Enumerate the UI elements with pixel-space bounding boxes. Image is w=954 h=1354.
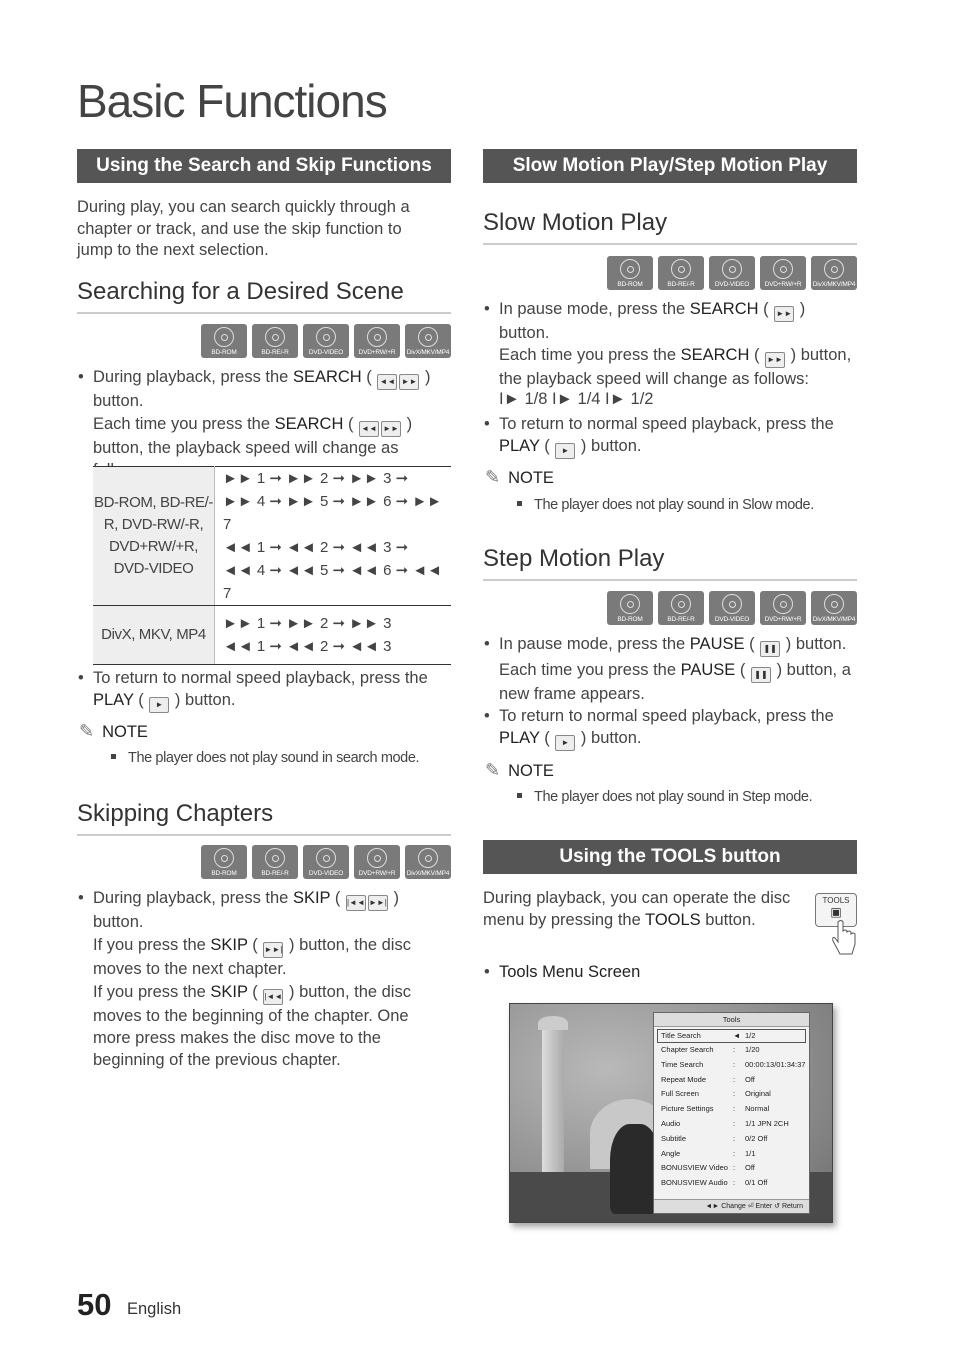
bullet-skip-1: • During playback, press the SKIP ( |◄◄ ►►| ) button. <box>78 889 400 931</box>
tools-menu-row[interactable]: Subtitle : 0/2 Off <box>661 1133 768 1143</box>
play-icon: ► <box>149 697 169 713</box>
skip-back-icon: |◄◄ <box>263 989 283 1005</box>
pencil-icon: ✎ <box>485 467 501 487</box>
bullet-slow-1: • In pause mode, press the SEARCH ( ►► ) button. <box>484 300 806 342</box>
skip-forward-icon: ►►| <box>368 895 388 911</box>
fast-forward-icon: ►► <box>765 352 785 368</box>
fast-forward-icon: ►► <box>381 421 401 437</box>
heading-step-motion: Step Motion Play <box>483 545 857 581</box>
slow-speeds: I► 1/8 I► 1/4 I► 1/2 <box>499 390 654 408</box>
tools-menu-row[interactable]: Title Search ◄ 1/2 <box>657 1029 806 1043</box>
skip-back-icon: |◄◄ <box>346 895 366 911</box>
disc-icons-slow <box>607 256 857 290</box>
note-step-text: The player does not play sound in Step mode. <box>517 789 812 805</box>
tools-menu-row[interactable]: Time Search : 00:00:13/01:34:37 <box>661 1059 806 1069</box>
divx-icon: DivX/MKV/MP4 <box>405 845 451 879</box>
play-icon: ► <box>555 443 575 459</box>
tools-menu-row[interactable]: Repeat Mode : Off <box>661 1074 755 1084</box>
tools-menu-title: Tools <box>654 1013 809 1027</box>
disc-icons-skip <box>201 845 451 879</box>
page-language: English <box>127 1300 182 1318</box>
note-step: ✎ NOTE <box>485 760 554 780</box>
bd-re-icon: BD-RE/-R <box>658 256 704 290</box>
intro-text: During play, you can search quickly through a chapter or track, and use the skip function to jump to the next selection. <box>77 198 410 259</box>
tools-menu-footer: ◄► Change ⏎ Enter ↺ Return <box>654 1199 809 1213</box>
divx-icon: DivX/MKV/MP4 <box>811 591 857 625</box>
tools-menu <box>653 1012 810 1214</box>
note-search-text: The player does not play sound in search mode. <box>111 750 419 766</box>
bd-rom-icon: BD-ROM <box>201 845 247 879</box>
pencil-icon: ✎ <box>485 760 501 780</box>
search-speed-text: Each time you press the SEARCH ( ◄◄ ►► ) button, the playback speed will change as <box>93 415 413 457</box>
rewind-icon: ◄◄ <box>359 421 379 437</box>
speed-table <box>93 466 451 665</box>
bullet-step-2: • To return to normal speed playback, press the PLAY ( ► ) button. <box>499 705 854 751</box>
tools-menu-row[interactable]: Audio : 1/1 JPN 2CH <box>661 1118 789 1128</box>
heading-slow-motion: Slow Motion Play <box>483 209 857 245</box>
fast-forward-icon: ►► <box>399 374 419 390</box>
page-number: 50 <box>77 1287 112 1322</box>
tools-menu-row[interactable]: Angle : 1/1 <box>661 1148 756 1158</box>
divx-icon: DivX/MKV/MP4 <box>405 324 451 358</box>
tools-menu-row[interactable]: BONUSVIEW Video : Off <box>661 1163 755 1173</box>
section-band-search-skip: Using the Search and Skip Functions <box>77 149 451 183</box>
bullet-tools-menu: • Tools Menu Screen <box>484 963 641 981</box>
tools-button-icon: TOOLS ▣ <box>815 893 857 927</box>
bullet-step-1: • In pause mode, press the PAUSE ( ❚❚ ) button. <box>499 633 859 657</box>
dvd-rw-icon: DVD+RW/+R <box>354 845 400 879</box>
table-seq-discs: ►► 1 ➞ ►► 2 ➞ ►► 3 ➞ ►► 4 ➞ ►► 5 ➞ ►► 6 ➞ ►► 7 ◄◄ 1 ➞ ◄◄ 2 ➞ ◄◄ 3 ➞ ◄◄ 4 ➞ ◄◄ 5 ➞ ◄◄ 6 ➞ ◄◄ 7 <box>215 467 452 606</box>
pencil-icon: ✎ <box>79 721 95 741</box>
note-slow-text: The player does not play sound in Slow mode. <box>517 497 814 513</box>
tools-menu-row[interactable]: Chapter Search : 1/20 <box>661 1045 760 1054</box>
heading-skip-chapters: Skipping Chapters <box>77 800 451 836</box>
dvd-rw-icon: DVD+RW/+R <box>354 324 400 358</box>
dvd-rw-icon: DVD+RW/+R <box>760 591 806 625</box>
bd-rom-icon: BD-ROM <box>607 256 653 290</box>
dvd-rw-icon: DVD+RW/+R <box>760 256 806 290</box>
note-slow: ✎ NOTE <box>485 467 554 487</box>
dvd-video-icon: DVD-VIDEO <box>303 324 349 358</box>
dvd-video-icon: DVD-VIDEO <box>709 591 755 625</box>
disc-icons-search <box>201 324 451 358</box>
note-search: ✎ NOTE <box>79 721 148 741</box>
rewind-icon: ◄◄ <box>377 374 397 390</box>
table-label-divx: DivX, MKV, MP4 <box>93 606 215 665</box>
section-band-slow-step: Slow Motion Play/Step Motion Play <box>483 149 857 183</box>
slow-speed-text: Each time you press the SEARCH ( ►► ) button, the playback speed will change as follows: <box>499 346 852 388</box>
fast-forward-icon: ►► <box>774 306 794 322</box>
hand-pointer-icon <box>830 918 858 958</box>
bullet-slow-2: • To return to normal speed playback, press the PLAY ( ► ) button. <box>499 413 854 459</box>
skip-prev-text: If you press the SKIP ( |◄◄ ) button, the disc moves to the beginning of the chapter. One more press makes the disc move to the beginning of the previous chapter. <box>93 983 411 1069</box>
bd-rom-icon: BD-ROM <box>607 591 653 625</box>
dvd-video-icon: DVD-VIDEO <box>303 845 349 879</box>
skip-next-text: If you press the SKIP ( ►►| ) button, the disc moves to the next chapter. <box>93 936 411 978</box>
bd-re-icon: BD-RE/-R <box>252 845 298 879</box>
disc-icons-step <box>607 591 857 625</box>
divx-icon: DivX/MKV/MP4 <box>811 256 857 290</box>
bullet-search-2: • To return to normal speed playback, press the PLAY ( ► ) button. <box>93 667 448 713</box>
heading-search-scene: Searching for a Desired Scene <box>77 278 451 314</box>
tools-intro: During playback, you can operate the disc menu by pressing the TOOLS button. <box>483 889 791 929</box>
page-title: Basic Functions <box>77 75 387 127</box>
pause-icon: ❚❚ <box>760 641 780 657</box>
bd-re-icon: BD-RE/-R <box>658 591 704 625</box>
bd-re-icon: BD-RE/-R <box>252 324 298 358</box>
skip-forward-icon: ►►| <box>263 942 283 958</box>
table-label-discs: BD-ROM, BD-RE/-R, DVD-RW/-R, DVD+RW/+R, DVD-VIDEO <box>93 467 215 606</box>
step-frame-text: Each time you press the PAUSE ( ❚❚ ) button, a new frame appears. <box>499 661 851 703</box>
bd-rom-icon: BD-ROM <box>201 324 247 358</box>
bullet-search-1: • During playback, press the SEARCH ( ◄◄ ►► ) button. <box>78 368 431 410</box>
tools-menu-screenshot <box>509 1003 833 1223</box>
play-icon: ► <box>555 735 575 751</box>
section-band-tools: Using the TOOLS button <box>483 840 857 874</box>
pause-icon: ❚❚ <box>751 667 771 683</box>
tools-menu-row[interactable]: Full Screen : Original <box>661 1089 771 1099</box>
table-seq-divx: ►► 1 ➞ ►► 2 ➞ ►► 3 ◄◄ 1 ➞ ◄◄ 2 ➞ ◄◄ 3 <box>215 606 452 665</box>
tools-menu-row[interactable]: BONUSVIEW Audio : 0/1 Off <box>661 1178 768 1188</box>
tools-menu-row[interactable]: Picture Settings : Normal <box>661 1104 770 1114</box>
dvd-video-icon: DVD-VIDEO <box>709 256 755 290</box>
